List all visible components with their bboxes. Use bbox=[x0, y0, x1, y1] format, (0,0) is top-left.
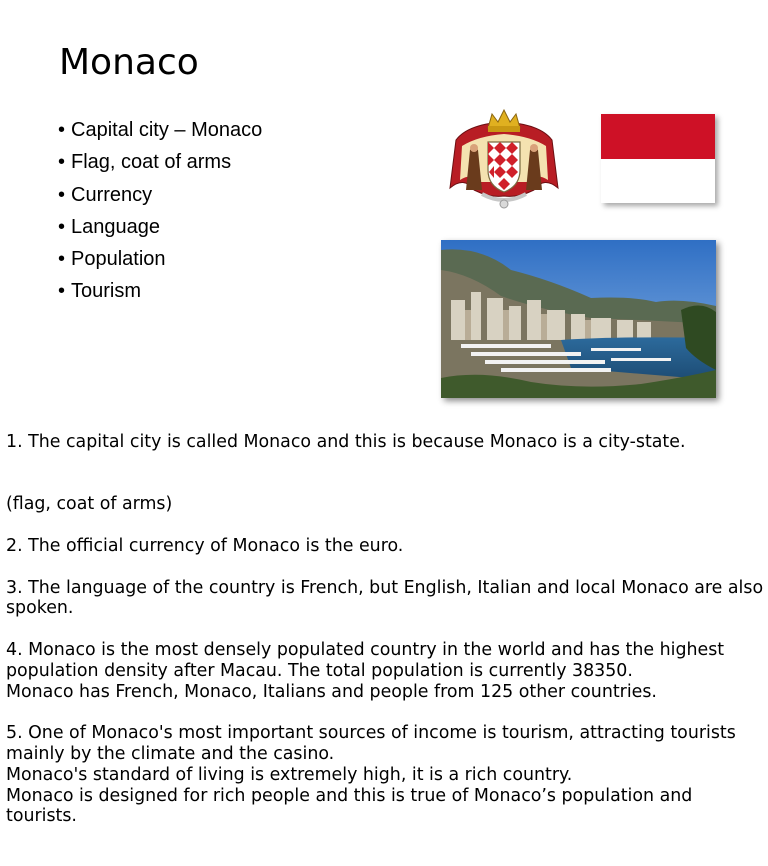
monaco-flag-image bbox=[601, 114, 715, 203]
bullet-item: • Language bbox=[58, 213, 262, 245]
bullet-item: • Currency bbox=[58, 181, 262, 213]
slide-title: Monaco bbox=[59, 42, 199, 83]
slide bbox=[0, 0, 768, 420]
note-rich-people: Monaco is designed for rich people and this is true of Monaco’s population and tourists. bbox=[6, 785, 693, 827]
note-language: 3. The language of the country is French, but English, Italian and local Monaco are also spoken. bbox=[6, 577, 764, 619]
bullet-item: • Flag, coat of arms bbox=[58, 148, 262, 180]
flag-red-stripe bbox=[601, 114, 715, 159]
note-tourism: 5. One of Monaco's most important sources of income is tourism, attracting tourists mainly by the climate and the casino. bbox=[6, 723, 736, 764]
coat-of-arms-image bbox=[448, 106, 560, 214]
flag-white-stripe bbox=[601, 159, 715, 204]
note-living-standard: Monaco's standard of living is extremely high, it is a rich country. bbox=[6, 764, 573, 785]
bullet-item: • Capital city – Monaco bbox=[58, 116, 262, 148]
note-currency: 2. The official currency of Monaco is the euro. bbox=[6, 535, 404, 556]
monaco-harbour-photo bbox=[441, 240, 716, 398]
note-population: 4. Monaco is the most densely populated country in the world and has the highest population density after Macau. The total population is currently 38350. bbox=[6, 639, 725, 681]
bullet-item: • Population bbox=[58, 245, 262, 277]
note-flag: (flag, coat of arms) bbox=[6, 494, 173, 515]
note-capital: 1. The capital city is called Monaco and this is because Monaco is a city-state. bbox=[6, 432, 686, 452]
speaker-notes bbox=[6, 432, 764, 827]
bullet-item: • Tourism bbox=[58, 277, 262, 309]
note-population-origins: Monaco has French, Monaco, Italians and people from 125 other countries. bbox=[6, 681, 657, 702]
bullet-list bbox=[58, 116, 262, 310]
